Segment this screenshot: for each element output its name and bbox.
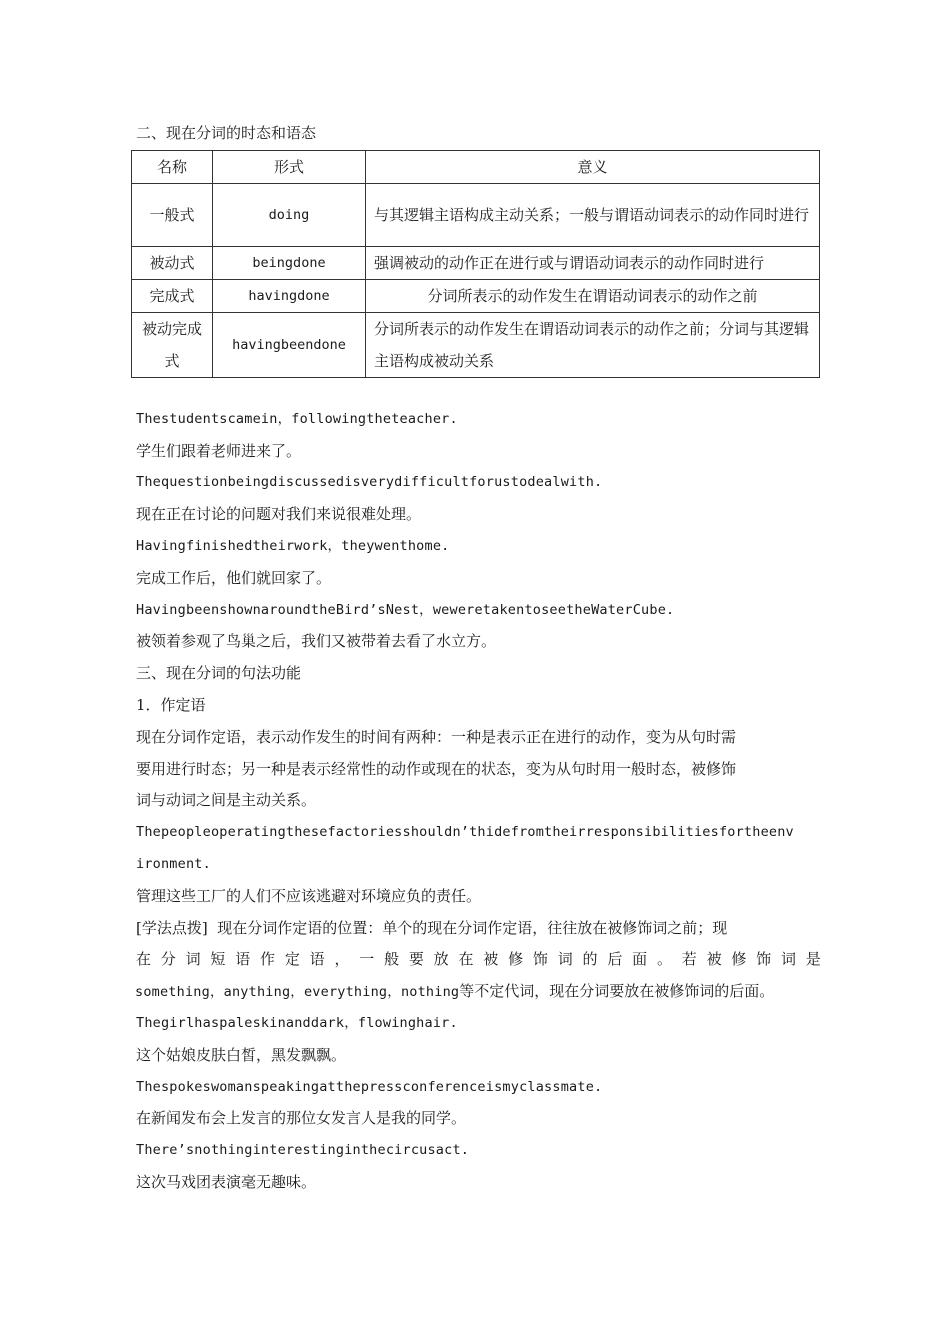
table-row [132, 279, 820, 312]
table-cell-name: 被动式 [132, 246, 213, 279]
table-row [132, 246, 820, 279]
tense-voice-table [131, 150, 820, 378]
table-header-row [132, 150, 820, 183]
example-chinese: 在新闻发布会上发言的那位女发言人是我的同学。 [136, 1109, 467, 1128]
table-cell-form: beingdone [213, 246, 366, 279]
study-tip-text: 现在分词作定语的位置：单个的现在分词作定语，往往放在被修饰词之前；现 [217, 918, 728, 937]
example-chinese: 这个姑娘皮肤白皙，黑发飘飘。 [136, 1045, 347, 1064]
table-row [132, 183, 820, 246]
example-english: Thespokeswomanspeakingatthepressconferenceismyclassmate. [136, 1078, 603, 1095]
example-english: Thegirlhaspaleskinanddark，flowinghair. [136, 1014, 458, 1031]
example-english: Thepeopleoperatingthesefactoriesshouldn’thidefromtheirresponsibilitiesfortheenv [136, 824, 794, 841]
table-header-name: 名称 [132, 150, 213, 183]
study-tip-line [136, 913, 826, 945]
table-cell-meaning: 分词所表示的动作发生在谓语动词表示的动作之前 [366, 279, 820, 312]
table-cell-meaning: 与其逻辑主语构成主动关系；一般与谓语动词表示的动作同时进行 [366, 183, 820, 246]
document-page [136, 118, 826, 1199]
table-cell-meaning: 分词所表示的动作发生在谓语动词表示的动作之前；分词与其逻辑主语构成被动关系 [366, 312, 820, 377]
table-cell-name: 完成式 [132, 279, 213, 312]
table-row [132, 312, 820, 377]
study-tip-tail: 等不定代词，现在分词要放在被修饰词的后面。 [459, 982, 775, 1001]
example-chinese: 管理这些工厂的人们不应该逃避对环境应负的责任。 [136, 886, 482, 905]
example-english: ironment. [136, 855, 211, 872]
study-tip-line: 在分词短语作定语，一般要放在被修饰词的后面。若被修饰词是 [136, 950, 826, 969]
example-english: There’snothinginterestinginthecircusact. [136, 1142, 470, 1159]
table-cell-meaning: 强调被动的动作正在进行或与谓语动词表示的动作同时进行 [366, 246, 820, 279]
example-chinese: 学生们跟着老师进来了。 [136, 441, 302, 460]
study-tip-label: [学法点拨] [136, 918, 208, 937]
study-tip-line [135, 976, 826, 1008]
table-cell-name: 一般式 [132, 183, 213, 246]
table-cell-form: havingdone [213, 279, 366, 312]
study-tip-pronouns: something，anything，everything，nothing [135, 984, 460, 1001]
example-chinese: 被领着参观了鸟巢之后，我们又被带着去看了水立方。 [136, 632, 497, 651]
section-heading-syntax-function: 三、现在分词的句法功能 [136, 664, 302, 683]
section-heading-tense-voice: 二、现在分词的时态和语态 [136, 124, 317, 142]
example-chinese: 这次马戏团表演毫无趣味。 [136, 1172, 317, 1191]
example-english: Havingfinishedtheirwork，theywenthome. [136, 537, 450, 554]
example-english: Thestudentscamein，followingtheteacher. [136, 410, 458, 427]
subheading-attributive: 1．作定语 [136, 695, 206, 714]
table-cell-form: havingbeendone [213, 312, 366, 377]
example-english: Thequestionbeingdiscussedisverydifficultforustodealwith. [136, 474, 603, 491]
table-cell-form: doing [213, 183, 366, 246]
example-chinese: 完成工作后，他们就回家了。 [136, 568, 332, 587]
table-header-form: 形式 [213, 150, 366, 183]
table-cell-name: 被动完成式 [132, 312, 213, 377]
paragraph-line: 要用进行时态；另一种是表示经常性的动作或现在的状态，变为从句时用一般时态，被修饰 [136, 759, 737, 778]
paragraph-line: 词与动词之间是主动关系。 [136, 791, 317, 810]
table-header-meaning: 意义 [366, 150, 820, 183]
paragraph-line: 现在分词作定语，表示动作发生的时间有两种：一种是表示正在进行的动作，变为从句时需 [136, 727, 737, 746]
example-english: HavingbeenshownaroundtheBird’sNest，weweretakentoseetheWaterCube. [136, 601, 675, 618]
example-chinese: 现在正在讨论的问题对我们来说很难处理。 [136, 505, 422, 524]
